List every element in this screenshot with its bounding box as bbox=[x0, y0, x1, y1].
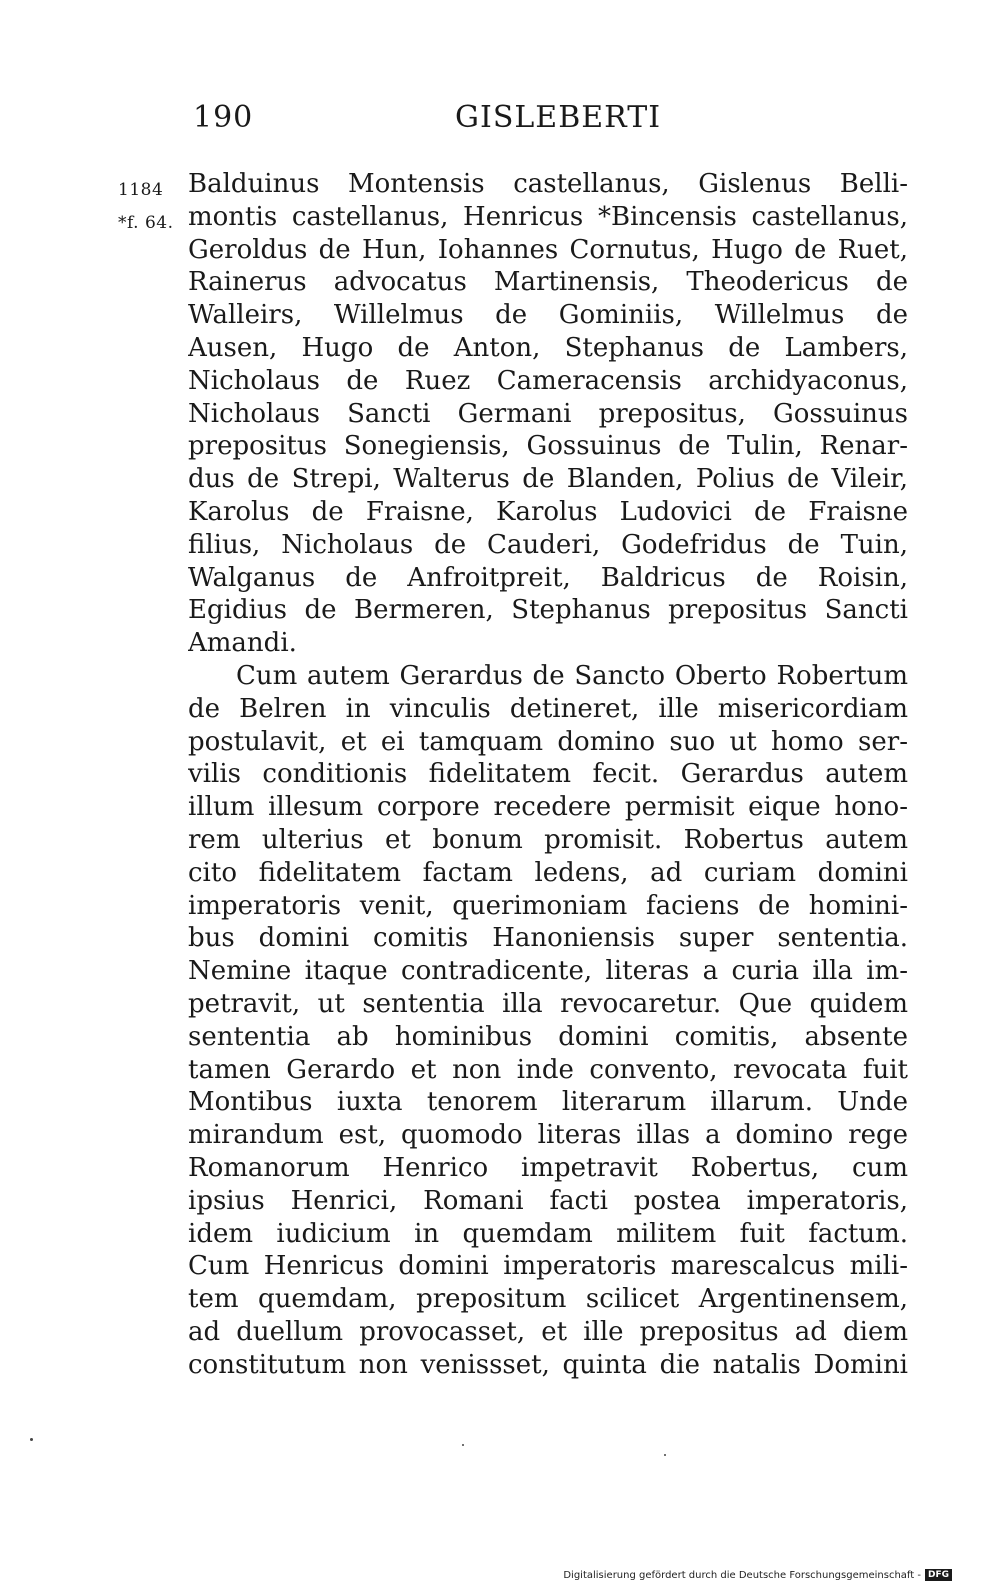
text-line: montis castellanus, Henricus *Bincensis castellanus, bbox=[188, 201, 908, 232]
text-line: ad duellum provocasset, et ille prepositus ad diem bbox=[188, 1316, 908, 1347]
text-line: de Belren in vinculis detineret, ille misericordiam bbox=[188, 693, 908, 724]
text-line: constitutum non venissset, quinta die natalis Domini bbox=[188, 1349, 908, 1380]
scan-speck bbox=[462, 1444, 464, 1446]
text-line: rem ulterius et bonum promisit. Robertus autem bbox=[188, 824, 908, 855]
text-line: sententia ab hominibus domini comitis, absente bbox=[188, 1021, 908, 1052]
text-line: Amandi. bbox=[188, 628, 297, 659]
text-line: postulavit, et ei tamquam domino suo ut homo ser- bbox=[188, 726, 908, 757]
text-line: cito fidelitatem factam ledens, ad curiam domini bbox=[188, 857, 908, 888]
text-line: illum illesum corpore recedere permisit eique hono- bbox=[188, 792, 908, 823]
text-line: petravit, ut sententia illa revocaretur. Que quidem bbox=[188, 988, 908, 1019]
text-line: tamen Gerardo et non inde convento, revocata fuit bbox=[188, 1054, 908, 1085]
text-line: Rainerus advocatus Martinensis, Theodericus de bbox=[188, 267, 908, 298]
text-line: Cum Henricus domini imperatoris marescalcus mili- bbox=[188, 1251, 908, 1282]
text-line: tem quemdam, prepositum scilicet Argentinensem, bbox=[188, 1284, 908, 1315]
text-line: ipsius Henrici, Romani facti postea imperatoris, bbox=[188, 1185, 908, 1216]
text-line: Walganus de Anfroitpreit, Baldricus de Roisin, bbox=[188, 562, 908, 593]
text-line: vilis conditionis fidelitatem fecit. Gerardus autem bbox=[188, 759, 908, 790]
text-line: Ausen, Hugo de Anton, Stephanus de Lambers, bbox=[188, 332, 908, 363]
text-line: Romanorum Henrico impetravit Robertus, cum bbox=[188, 1152, 908, 1183]
page-number: 190 bbox=[193, 100, 254, 135]
text-line: mirandum est, quomodo literas illas a domino rege bbox=[188, 1120, 908, 1151]
credit-text: Digitalisierung gefördert durch die Deutsche Forschungsgemeinschaft - bbox=[563, 1569, 921, 1581]
text-line: Karolus de Fraisne, Karolus Ludovici de Fraisne bbox=[188, 496, 908, 527]
text-line: idem iudicium in quemdam militem fuit factum. bbox=[188, 1218, 908, 1249]
margin-year: 1184 bbox=[118, 180, 164, 200]
text-line: Walleirs, Willelmus de Gominiis, Willelmus de bbox=[188, 300, 908, 331]
dfg-logo: DFG bbox=[925, 1569, 952, 1581]
text-line: Balduinus Montensis castellanus, Gislenus Belli- bbox=[188, 169, 908, 199]
text-line: Montibus iuxta tenorem literarum illarum. Unde bbox=[188, 1087, 908, 1118]
text-line: Geroldus de Hun, Iohannes Cornutus, Hugo de Ruet, bbox=[188, 234, 908, 265]
text-line: Nemine itaque contradicente, literas a curia illa im- bbox=[188, 956, 908, 987]
text-line: Nicholaus Sancti Germani prepositus, Gossuinus bbox=[188, 398, 908, 429]
text-line: dus de Strepi, Walterus de Blanden, Polius de Vileir, bbox=[188, 464, 908, 495]
margin-folio: *f. 64. bbox=[118, 213, 174, 233]
text-line: filius, Nicholaus de Cauderi, Godefridus de Tuin, bbox=[188, 529, 908, 560]
scan-speck bbox=[30, 1438, 33, 1441]
digitization-credit bbox=[563, 1569, 952, 1581]
text-line: imperatoris venit, querimoniam faciens de homini- bbox=[188, 890, 908, 921]
scan-speck bbox=[664, 1454, 666, 1456]
text-line: Egidius de Bermeren, Stephanus prepositus Sancti bbox=[188, 595, 908, 626]
text-line: prepositus Sonegiensis, Gossuinus de Tulin, Renar- bbox=[188, 431, 908, 462]
text-line: bus domini comitis Hanoniensis super sententia. bbox=[188, 923, 908, 954]
text-line: Nicholaus de Ruez Cameracensis archidyaconus, bbox=[188, 365, 908, 396]
body-text bbox=[188, 168, 908, 1381]
paragraph-start-line: Cum autem Gerardus de Sancto Oberto Robertum bbox=[236, 660, 908, 691]
running-title: GISLEBERTI bbox=[455, 100, 662, 135]
